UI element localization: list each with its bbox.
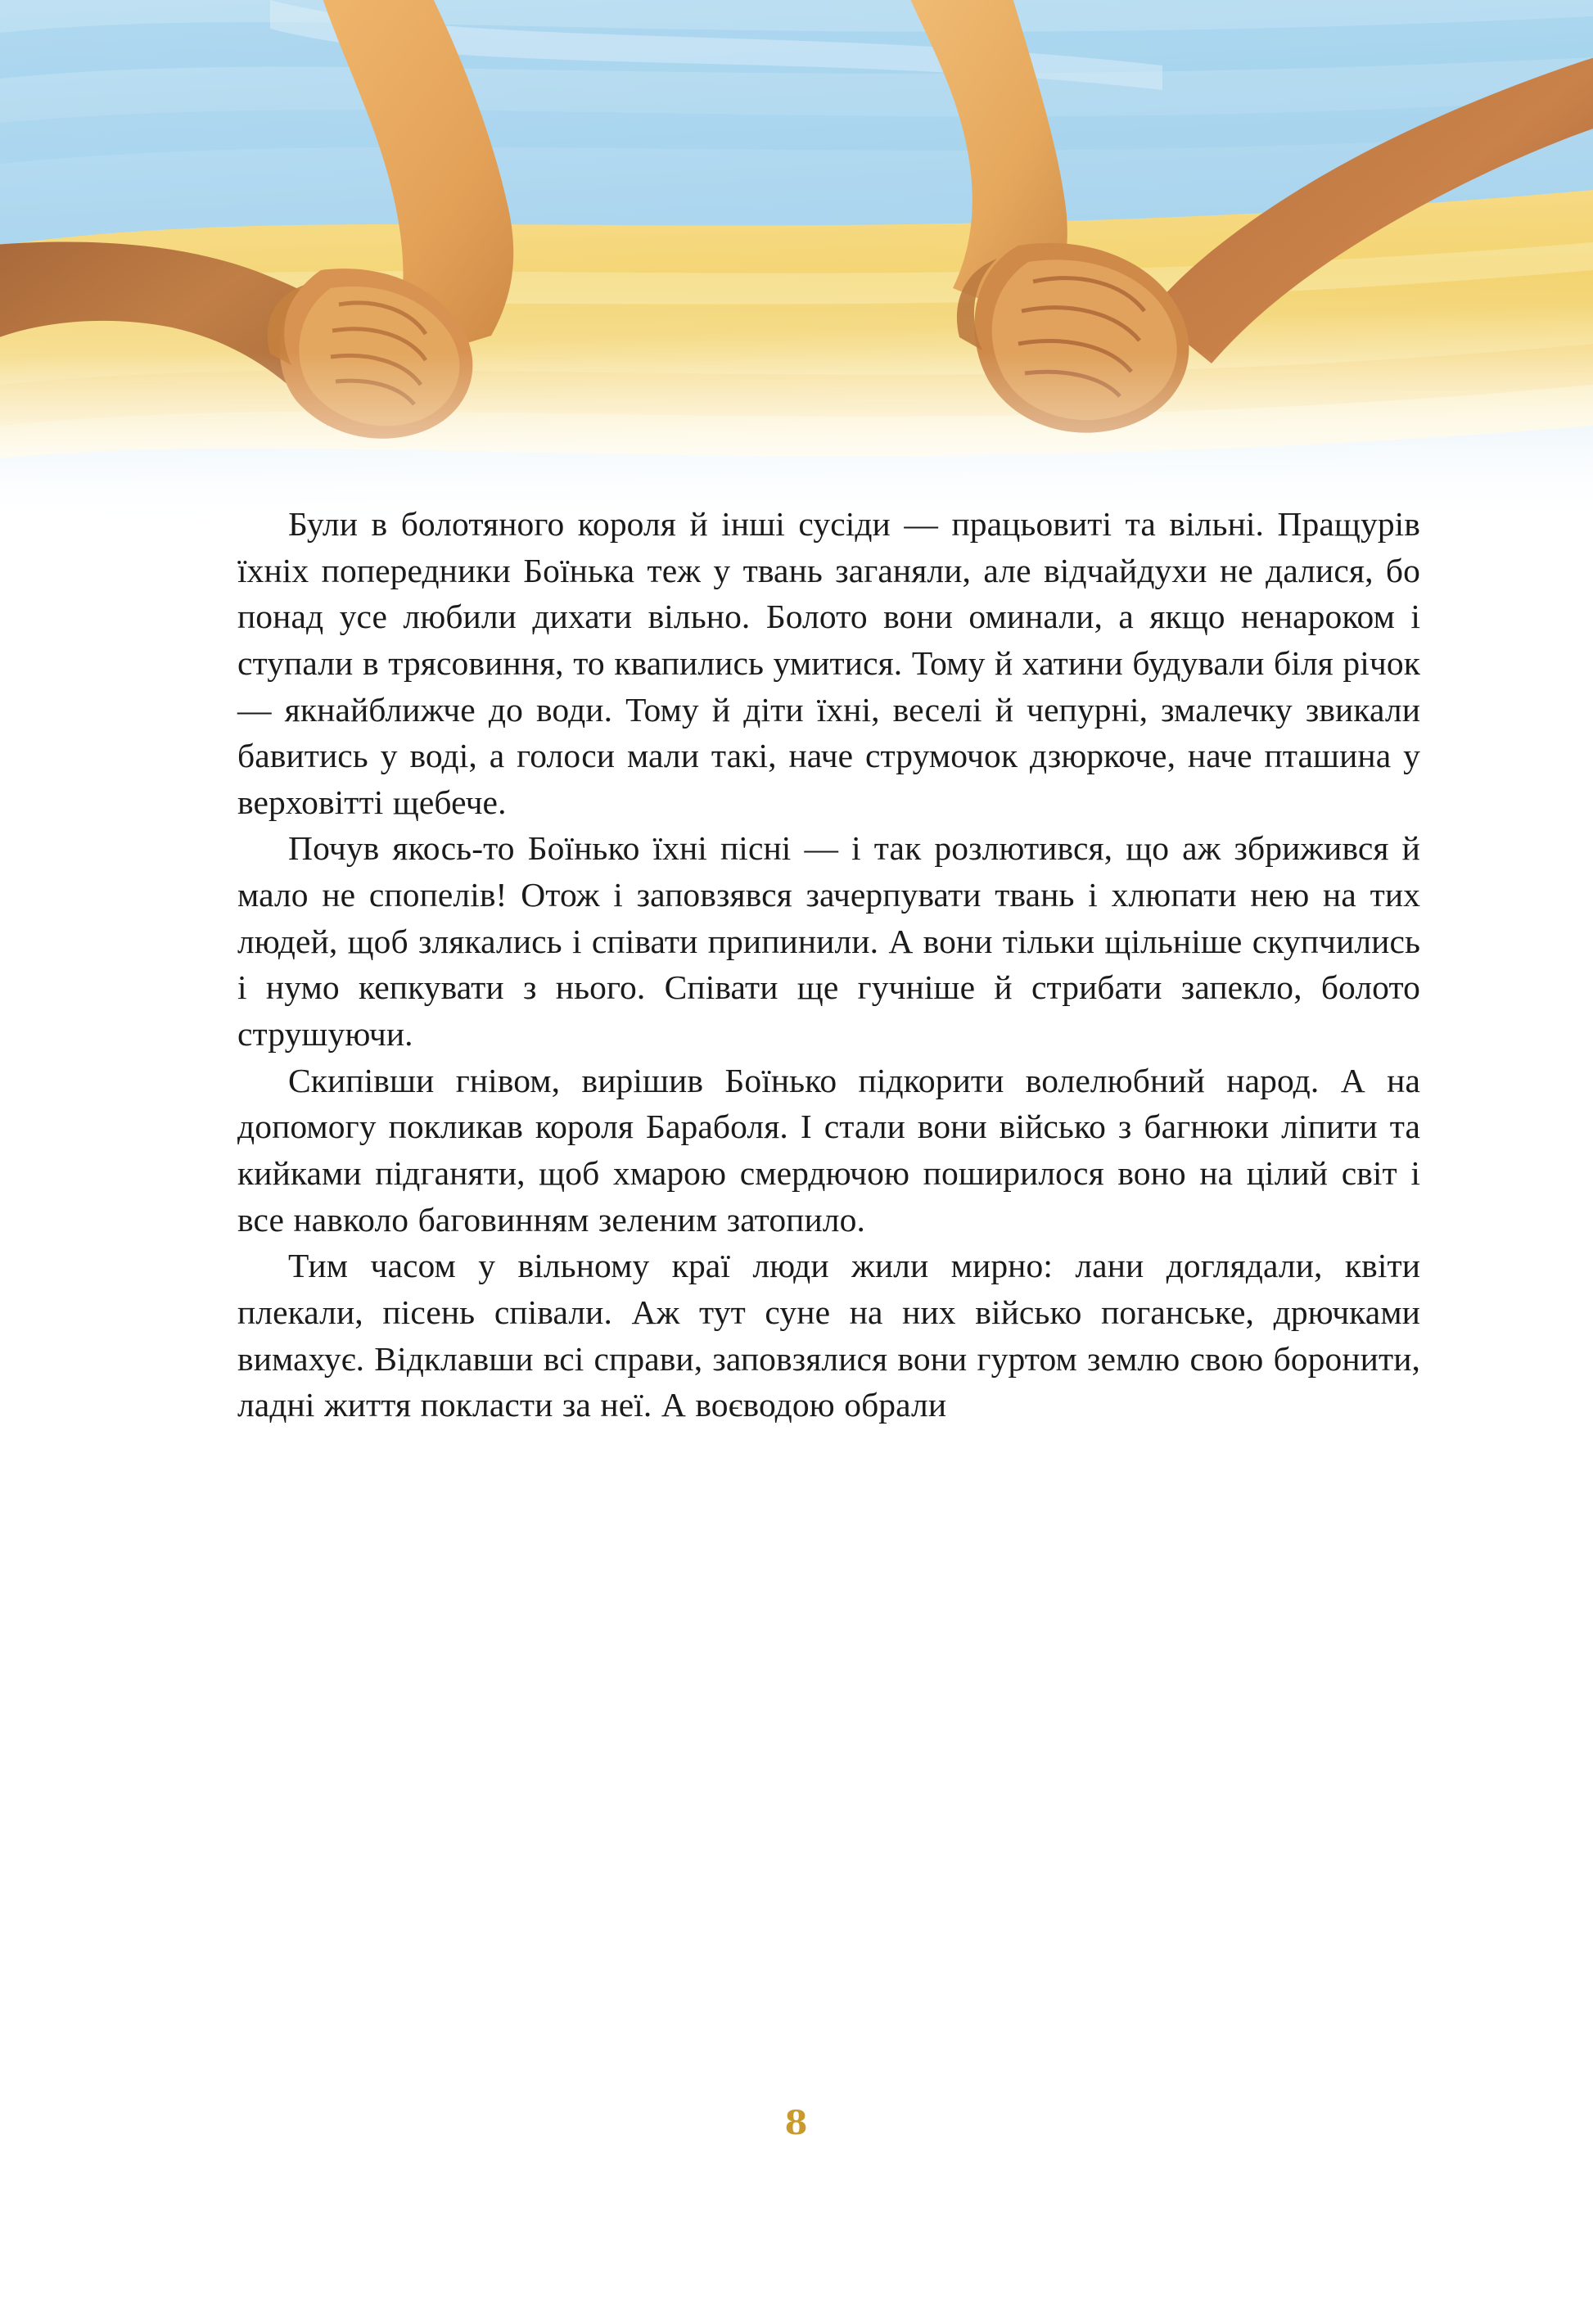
clasped-hands-illustration <box>0 0 1593 540</box>
paragraph: Були в болотяного короля й інші сусіди — працьовиті та вільні. Пращурів їхніх попередники Боїнька теж у твань заганяли, але відчайдухи не далися, бо понад усе любили дихати вільно. Болото вони оминали, а якщо ненароком і ступали в трясовиння, то квапились умитися. Тому й хатини будували біля річок — якнайближче до води. Тому й діти їхні, веселі й чепурні, змалечку звикали бавитись у воді, а голоси мали такі, наче струмочок дзюркоче, наче пташина у верховітті щебече. <box>237 505 1420 821</box>
paragraph: Тим часом у вільному краї люди жили мирно: лани доглядали, квіти плекали, пісень співали. Аж тут суне на них військо поганське, дрючками вимахує. Відклавши всі справи, заповзялися вони гуртом землю свою боронити, ладні життя покласти за неї. А воєводою обрали <box>237 1247 1420 1424</box>
body-text <box>237 501 1420 1428</box>
page-number: 8 <box>784 2104 809 2142</box>
paragraph: Почув якось-то Боїнько їхні пісні — і так розлютився, що аж збрижився й мало не спопелів! Отож і заповзявся зачерпувати твань і хлюпати нею на тих людей, щоб злякались і співати припинили. А вони тільки щільніше скупчились і нумо кепкувати з нього. Співати ще гучніше й стрибати запекло, болото струшуючи. <box>237 829 1420 1054</box>
paragraph: Скипівши гнівом, вирішив Боїнько підкорити волелюбний народ. А на допомогу покликав короля Бараболя. І стали вони військо з багнюки ліпити та кийками підганяти, щоб хмарою смердючою поширилося воно на цілий світ і все навколо баговинням зеленим затопило. <box>237 1061 1420 1239</box>
illustration-artwork <box>0 0 1593 540</box>
